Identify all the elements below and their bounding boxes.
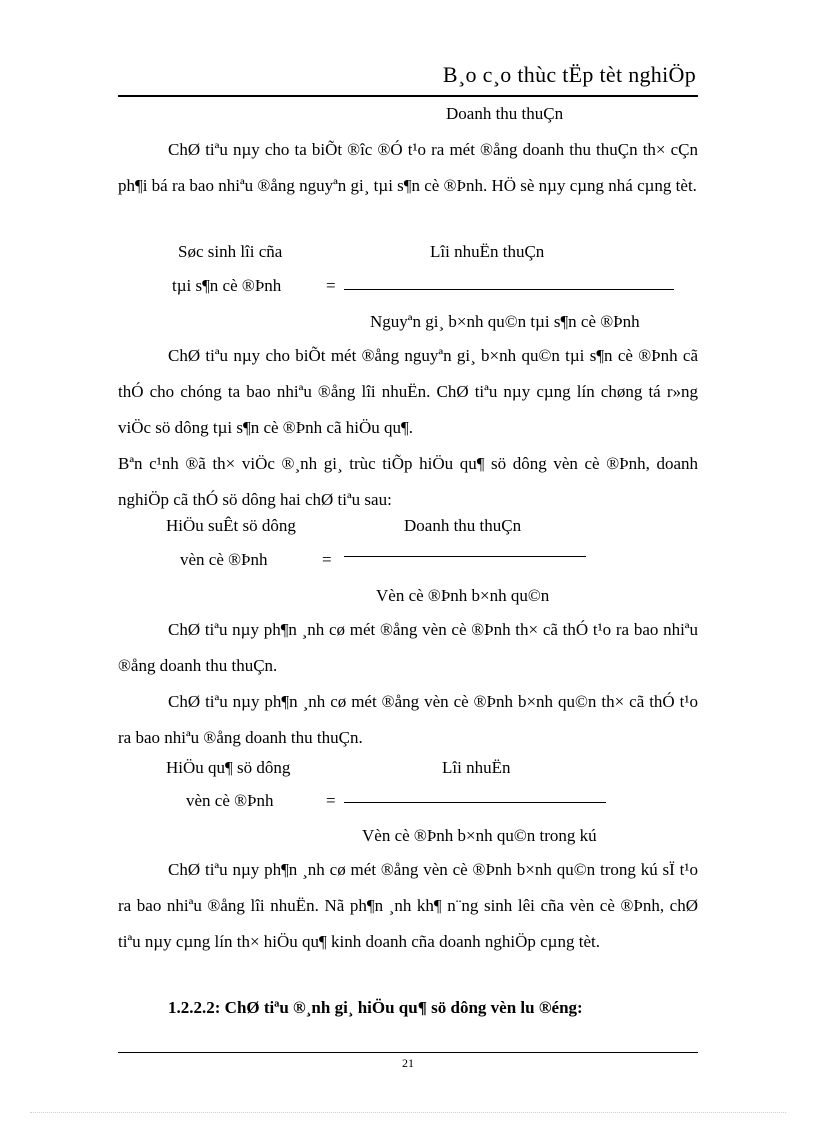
formula-label-line1: HiÖu suÊt sö dông: [166, 516, 296, 535]
fraction-denominator: Doanh thu thuÇn: [446, 104, 564, 123]
formula-equals: =: [326, 276, 336, 295]
formula-denominator: Nguyªn gi¸ b×nh qu©n tµi s¶n cè ®Þnh: [370, 312, 640, 331]
formula-denominator: Vèn cè ®Þnh b×nh qu©n: [376, 586, 550, 605]
formula-label-line1: Søc sinh lîi cña: [178, 242, 283, 261]
formula-label-line2: vèn cè ®Þnh: [186, 791, 274, 810]
formula-numerator: Lîi nhuËn: [442, 758, 511, 777]
formula-label-line2: tµi s¶n cè ®Þnh: [172, 276, 282, 295]
paragraph: Bªn c¹nh ®ã th× viÖc ®¸nh gi¸ trùc tiÕp hiÖu qu¶ sö dông vèn cè ®Þnh, doanh nghiÖp cã thÓ sö dông hai chØ tiªu sau:: [118, 454, 698, 509]
paragraph: ChØ tiªu nµy cho ta biÕt ®îc ®Ó t¹o ra mét ®ång doanh thu thuÇn th× cÇn ph¶i bá ra bao nhiªu ®ång nguyªn gi¸ tµi s¶n cè ®Þnh. HÖ sè nµy cµng nhá cµng tèt.: [118, 140, 698, 195]
running-header: B¸o c¸o thùc tËp tèt nghiÖp: [442, 62, 696, 87]
formula-numerator: Lîi nhuËn thuÇn: [430, 242, 545, 261]
formula-label-line2: vèn cè ®Þnh: [180, 550, 268, 569]
section-heading: 1.2.2.2: ChØ tiªu ®¸nh gi¸ hiÖu qu¶ sö dông vèn lu ®éng:: [168, 998, 583, 1017]
fraction-bar: [344, 556, 586, 557]
fraction-bar: [344, 802, 606, 803]
formula-equals: =: [322, 550, 332, 569]
formula-numerator: Doanh thu thuÇn: [404, 516, 522, 535]
page-number: 21: [402, 1056, 414, 1070]
footer-rule: [118, 1052, 698, 1053]
header-rule: [118, 95, 698, 97]
formula-denominator: Vèn cè ®Þnh b×nh qu©n trong kú: [362, 826, 597, 845]
paragraph: ChØ tiªu nµy ph¶n ¸nh cø mét ®ång vèn cè ®Þnh b×nh qu©n trong kú sÏ t¹o ra bao nhiªu ®ång lîi nhuËn. Nã ph¶n ¸nh kh¶ n¨ng sinh lêi cña vèn cè ®Þnh, chØ tiªu nµy cµng lín th× hiÖu qu¶ kinh doanh cña doanh nghiÖp cµng tèt.: [118, 860, 698, 951]
page-edge-divider: [30, 1112, 786, 1113]
fraction-bar: [344, 289, 674, 290]
formula-equals: =: [326, 791, 336, 810]
paragraph: ChØ tiªu nµy ph¶n ¸nh cø mét ®ång vèn cè ®Þnh b×nh qu©n th× cã thÓ t¹o ra bao nhiªu ®ång doanh thu thuÇn.: [118, 692, 698, 747]
formula-label-line1: HiÖu qu¶ sö dông: [166, 758, 291, 777]
paragraph: ChØ tiªu nµy cho biÕt mét ®ång nguyªn gi¸ b×nh qu©n tµi s¶n cè ®Þnh cã thÓ cho chóng ta bao nhiªu ®ång lîi nhuËn. ChØ tiªu nµy cµng lín chøng tá r»ng viÖc sö dông tµi s¶n cè ®Þnh cã hiÖu qu¶.: [118, 346, 698, 437]
paragraph: ChØ tiªu nµy ph¶n ¸nh cø mét ®ång vèn cè ®Þnh th× cã thÓ t¹o ra bao nhiªu ®ång doanh thu thuÇn.: [118, 620, 698, 675]
